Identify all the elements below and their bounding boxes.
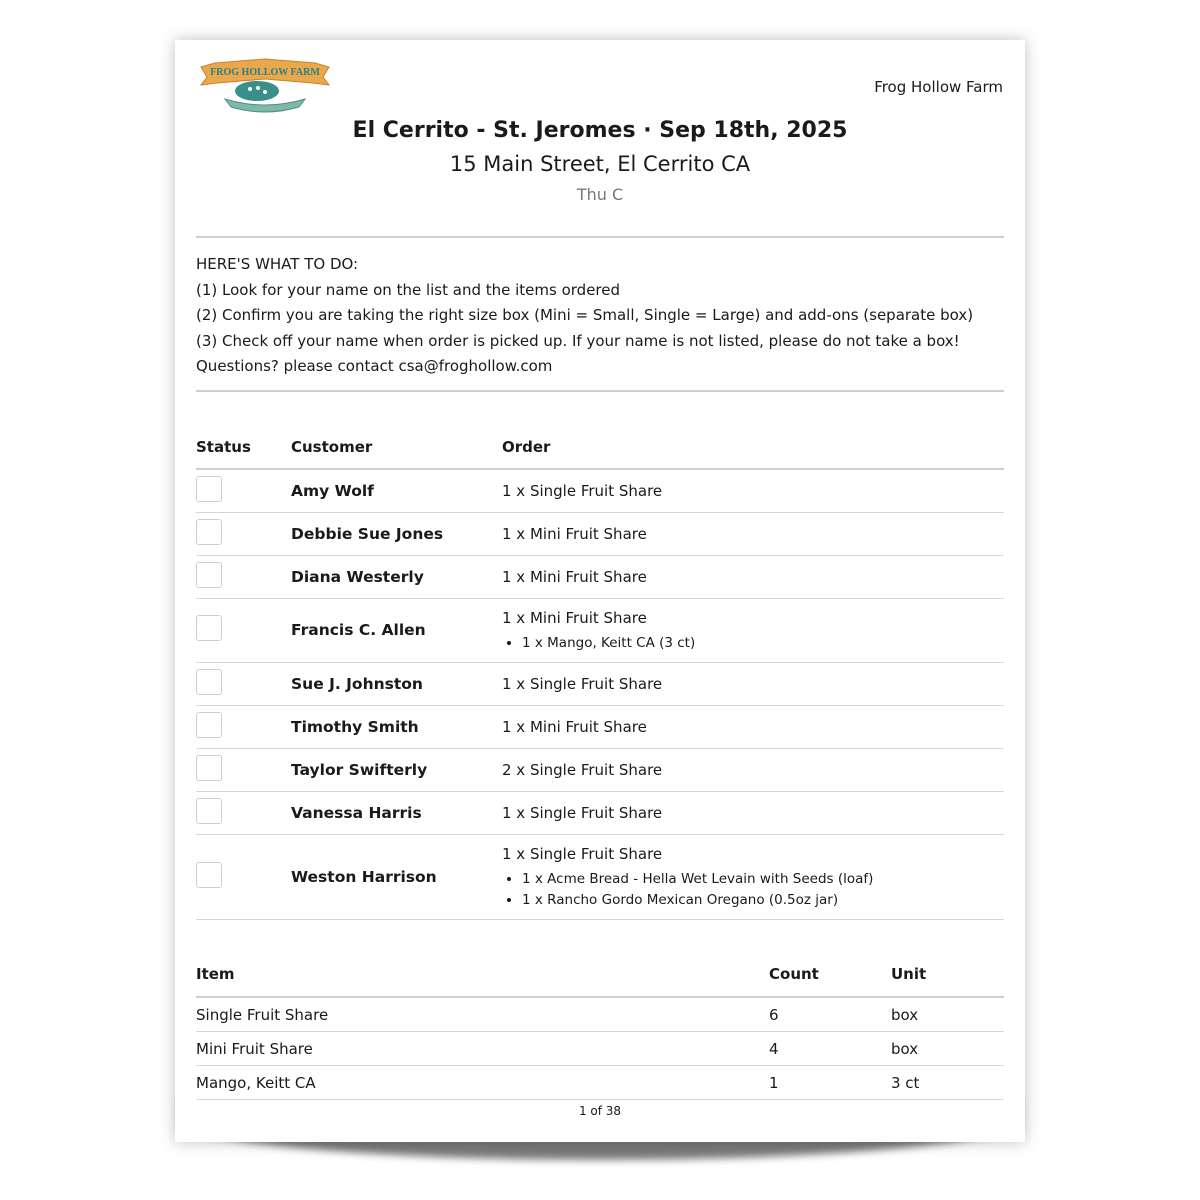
summary-unit: box: [891, 997, 1004, 1032]
order-item: 1 x Mini Fruit Share: [502, 524, 647, 543]
customer-name: Sue J. Johnston: [291, 674, 423, 693]
summary-count: 1: [769, 1066, 891, 1100]
farm-name: Frog Hollow Farm: [874, 78, 1003, 96]
order-item: 1 x Mini Fruit Share: [502, 608, 647, 627]
summary-header-row: [196, 952, 1004, 997]
pickup-checkbox[interactable]: [196, 862, 222, 888]
order-item: 1 x Mini Fruit Share: [502, 717, 647, 736]
order-row: [196, 469, 1004, 512]
instructions-heading: HERE'S WHAT TO DO:: [196, 255, 359, 273]
addon-item: • 1 x Acme Bread - Hella Wet Levain with Seeds (loaf): [522, 869, 1004, 890]
pickup-checkbox[interactable]: [196, 669, 222, 695]
order-row: [196, 555, 1004, 598]
summary-item: Single Fruit Share: [196, 997, 769, 1032]
customer-name: Amy Wolf: [291, 481, 374, 500]
order-item: 2 x Single Fruit Share: [502, 760, 663, 779]
order-row: [196, 748, 1004, 791]
column-header-unit: Unit: [891, 952, 1004, 997]
order-row: [196, 512, 1004, 555]
addon-item: • 1 x Rancho Gordo Mexican Oregano (0.5oz jar): [522, 890, 1004, 911]
document-page: [175, 40, 1025, 1142]
order-item: 1 x Single Fruit Share: [502, 674, 663, 693]
addon-list: [502, 869, 1004, 911]
column-header-status: Status: [196, 426, 291, 469]
orders-header-row: [196, 426, 1004, 469]
summary-unit: 3 ct: [891, 1066, 1004, 1100]
customer-name: Debbie Sue Jones: [291, 524, 444, 543]
contact-line: Questions? please contact csa@froghollow.com: [196, 357, 553, 375]
summary-count: 4: [769, 1032, 891, 1066]
summary-row: [196, 1066, 1004, 1100]
frog-hollow-farm-logo: [195, 55, 335, 115]
instruction-step: (2) Confirm you are taking the right size box (Mini = Small, Single = Large) and add-ons (separate box): [196, 306, 974, 324]
addon-item: • 1 x Mango, Keitt CA (3 ct): [522, 633, 1004, 654]
logo-text: FROG HOLLOW FARM: [210, 67, 320, 78]
site-address: 15 Main Street, El Cerrito CA: [449, 152, 751, 176]
customer-name: Weston Harrison: [291, 867, 437, 886]
orders-table: [196, 426, 1004, 920]
pickup-checkbox[interactable]: [196, 519, 222, 545]
divider: [196, 236, 1004, 238]
pickup-checkbox[interactable]: [196, 712, 222, 738]
pickup-checkbox[interactable]: [196, 798, 222, 824]
customer-name: Diana Westerly: [291, 567, 424, 586]
column-header-order: Order: [502, 426, 1004, 469]
summary-item: Mini Fruit Share: [196, 1032, 769, 1066]
customer-name: Vanessa Harris: [291, 803, 422, 822]
instructions: [196, 252, 973, 380]
summary-item: Mango, Keitt CA: [196, 1066, 769, 1100]
order-row: [196, 834, 1004, 919]
summary-unit: box: [891, 1032, 1004, 1066]
customer-name: Francis C. Allen: [291, 621, 426, 639]
pickup-checkbox[interactable]: [196, 562, 222, 588]
order-item: 1 x Single Fruit Share: [502, 481, 663, 500]
summary-table: [196, 952, 1004, 1100]
summary-count: 6: [769, 997, 891, 1032]
order-row: [196, 598, 1004, 662]
instruction-step: (3) Check off your name when order is picked up. If your name is not listed, please do not take a box!: [196, 331, 960, 350]
instruction-step: (1) Look for your name on the list and the items ordered: [196, 280, 621, 299]
order-item: 1 x Mini Fruit Share: [502, 567, 647, 586]
order-item: 1 x Single Fruit Share: [502, 803, 663, 822]
pickup-checkbox[interactable]: [196, 615, 222, 641]
column-header-customer: Customer: [291, 426, 502, 469]
summary-row: [196, 997, 1004, 1032]
order-row: [196, 791, 1004, 834]
order-item: 1 x Single Fruit Share: [502, 844, 663, 863]
pickup-checkbox[interactable]: [196, 755, 222, 781]
route-label: Thu C: [576, 185, 624, 204]
customer-name: Timothy Smith: [291, 717, 419, 736]
order-row: [196, 705, 1004, 748]
page-title: El Cerrito - St. Jeromes · Sep 18th, 2025: [352, 118, 848, 143]
pickup-checkbox[interactable]: [196, 476, 222, 502]
addon-list: [502, 633, 1004, 654]
column-header-count: Count: [769, 952, 891, 997]
summary-row: [196, 1032, 1004, 1066]
divider: [196, 390, 1004, 392]
column-header-item: Item: [196, 952, 769, 997]
customer-name: Taylor Swifterly: [291, 760, 428, 779]
page-number: 1 of 38: [578, 1104, 622, 1118]
order-row: [196, 662, 1004, 705]
